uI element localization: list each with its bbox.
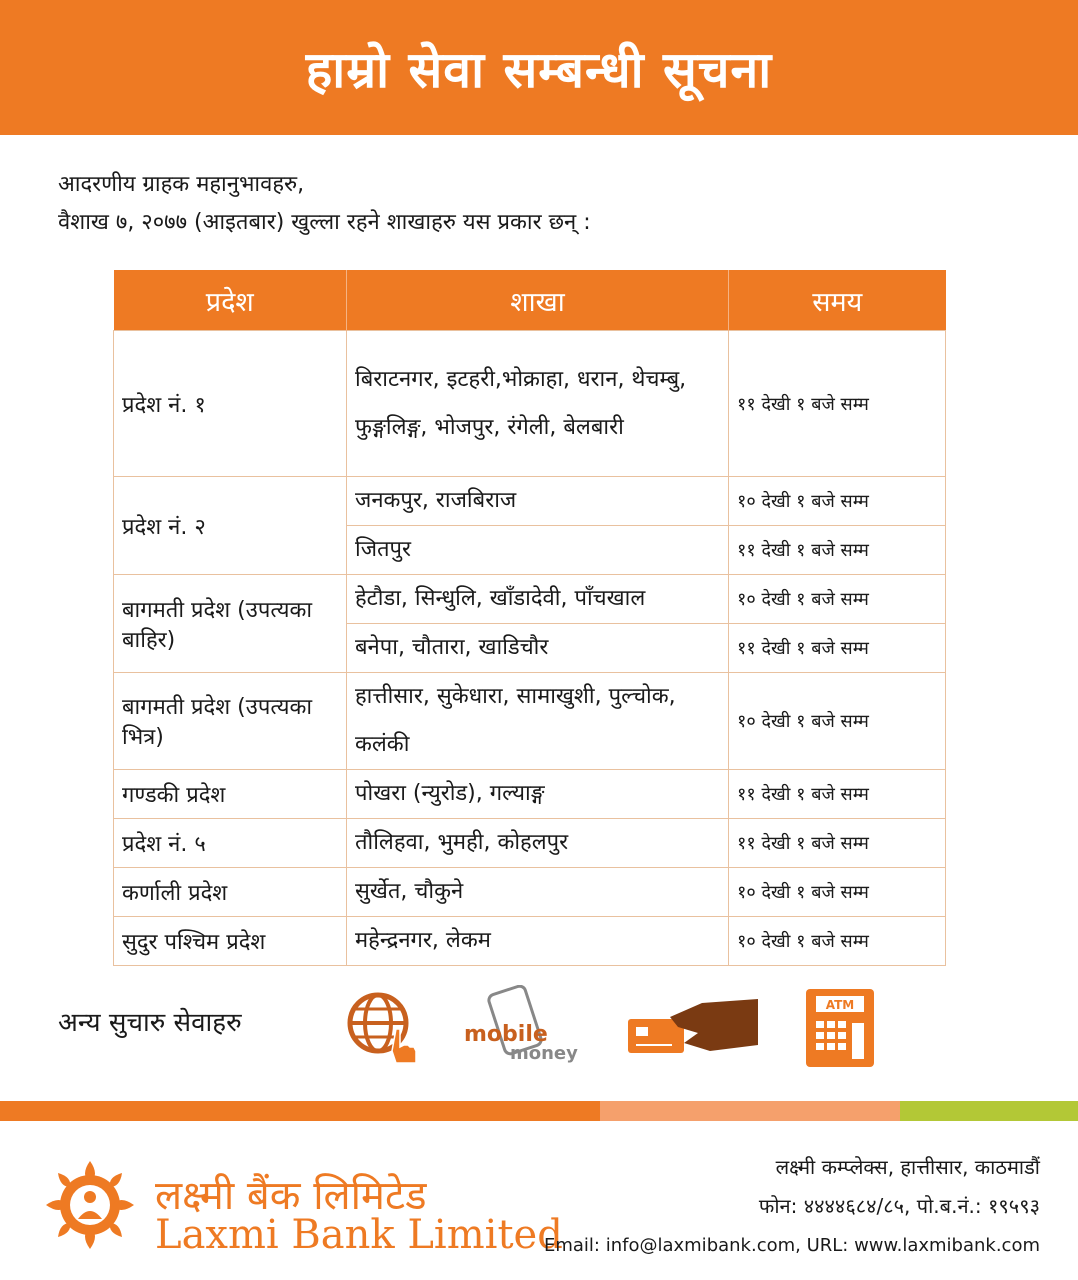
region-cell: बागमती प्रदेश (उपत्यका बाहिर) [114, 575, 347, 673]
region-cell: प्रदेश नं. ५ [114, 819, 347, 868]
branch-cell: महेन्द्रनगर, लेकम [347, 917, 729, 966]
time-cell: ११ देखी १ बजे सम्म [729, 331, 946, 477]
bank-phone: फोन: ४४४४६८४/८५, पो.ब.नं.: १९५९३ [758, 1194, 1040, 1218]
table-row [114, 477, 946, 526]
branch-cell: हेटौडा, सिन्धुलि, खाँडादेवी, पाँचखाल [347, 575, 729, 624]
bank-name-english: Laxmi Bank Limited [155, 1212, 563, 1258]
branch-cell: तौलिहवा, भुमही, कोहलपुर [347, 819, 729, 868]
atm-icon [804, 987, 876, 1069]
branch-cell: पोखरा (न्युरोड), गल्याङ्ग [347, 770, 729, 819]
atm-label: ATM [825, 998, 855, 1012]
footer-strip-orange [0, 1101, 600, 1121]
table-row [114, 868, 946, 917]
region-cell: कर्णाली प्रदेश [114, 868, 347, 917]
branch-cell: बनेपा, चौतारा, खाडिचौर [347, 624, 729, 673]
region-cell: सुदुर पश्चिम प्रदेश [114, 917, 347, 966]
time-cell: ११ देखी १ बजे सम्म [729, 770, 946, 819]
other-services-label: अन्य सुचारु सेवाहरु [58, 1008, 242, 1038]
region-cell: गण्डकी प्रदेश [114, 770, 347, 819]
time-cell: ११ देखी १ बजे सम्म [729, 819, 946, 868]
table-row [114, 331, 946, 477]
bank-logo-icon [40, 1155, 140, 1255]
table-row [114, 819, 946, 868]
page-title: हाम्रो सेवा सम्बन्धी सूचना [305, 40, 773, 99]
table-row [114, 917, 946, 966]
table-row [114, 770, 946, 819]
region-cell: प्रदेश नं. १ [114, 331, 347, 477]
branch-cell: जनकपुर, राजबिराज [347, 477, 729, 526]
time-cell: १० देखी १ बजे सम्म [729, 917, 946, 966]
branch-schedule-table [113, 270, 946, 966]
mobile-money-icon [462, 985, 587, 1065]
footer-strip-light-orange [600, 1101, 900, 1121]
mobile-money-line1: mobile [464, 1022, 548, 1047]
region-cell: बागमती प्रदेश (उपत्यका भित्र) [114, 673, 347, 770]
region-cell: प्रदेश नं. २ [114, 477, 347, 575]
branch-cell: हात्तीसार, सुकेधारा, सामाखुशी, पुल्चोक, कलंकी [347, 673, 729, 770]
notice-header [0, 0, 1078, 135]
bank-name-nepali: लक्ष्मी बैंक लिमिटेड [155, 1173, 427, 1219]
card-payment-icon [622, 995, 762, 1060]
header-time: समय [729, 270, 946, 331]
time-cell: १० देखी १ बजे सम्म [729, 575, 946, 624]
greeting-text: आदरणीय ग्राहक महानुभावहरु, [58, 172, 305, 197]
time-cell: ११ देखी १ बजे सम्म [729, 624, 946, 673]
time-cell: १० देखी १ बजे सम्म [729, 868, 946, 917]
table-row [114, 673, 946, 770]
time-cell: ११ देखी १ बजे सम्म [729, 526, 946, 575]
time-cell: १० देखी १ बजे सम्म [729, 477, 946, 526]
bank-address: लक्ष्मी कम्प्लेक्स, हात्तीसार, काठमाडौं [775, 1155, 1040, 1179]
mobile-money-line2: money [510, 1043, 578, 1064]
time-cell: १० देखी १ बजे सम्म [729, 673, 946, 770]
intro-text: वैशाख ७, २०७७ (आइतबार) खुल्ला रहने शाखाहरु यस प्रकार छन् : [58, 210, 591, 235]
table-row [114, 575, 946, 624]
table-header-row [114, 270, 946, 331]
internet-banking-icon [344, 985, 424, 1065]
footer-strip-green [900, 1101, 1078, 1121]
branch-cell: बिराटनगर, इटहरी,भोक्राहा, धरान, थेचम्बु, फुङ्गलिङ्ग, भोजपुर, रंगेली, बेलबारी [347, 331, 729, 477]
branch-cell: सुर्खेत, चौकुने [347, 868, 729, 917]
header-region: प्रदेश [114, 270, 347, 331]
header-branch: शाखा [347, 270, 729, 331]
bank-email-url: Email: info@laxmibank.com, URL: www.laxmibank.com [543, 1235, 1040, 1256]
branch-cell: जितपुर [347, 526, 729, 575]
